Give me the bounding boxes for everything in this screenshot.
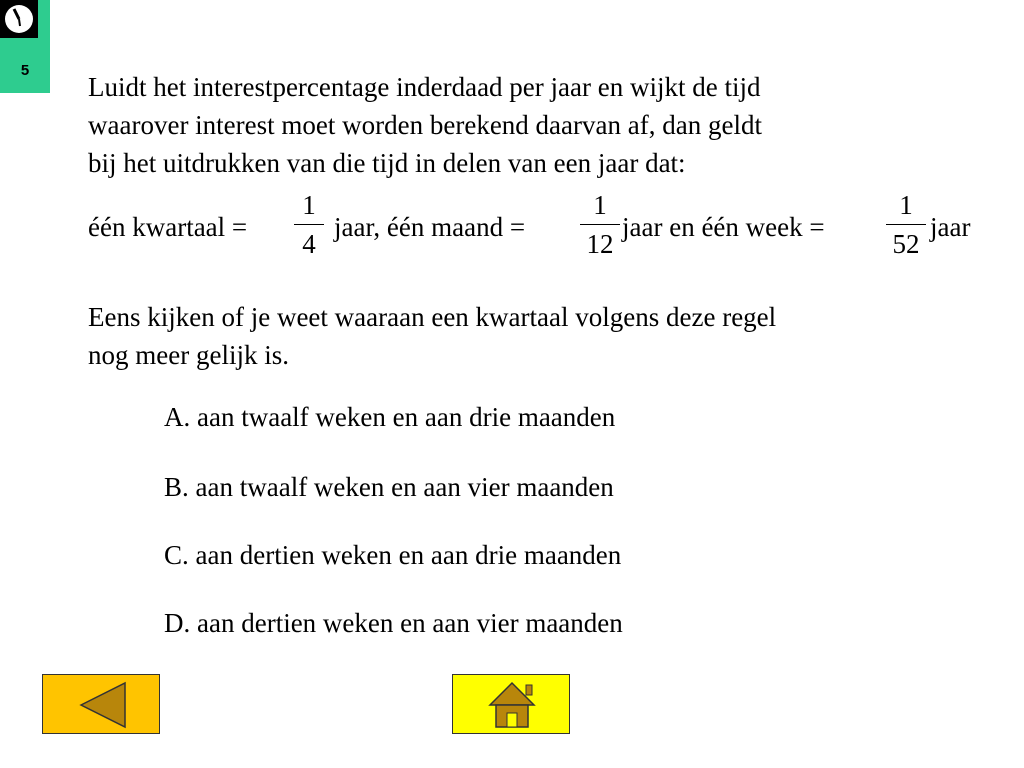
- home-button[interactable]: [452, 674, 570, 734]
- fraction-bar: [886, 224, 926, 225]
- house-icon: [453, 675, 571, 735]
- triangle-left-icon: [43, 675, 161, 735]
- quarter-label: één kwartaal =: [88, 212, 248, 242]
- quarter-fraction: [294, 190, 324, 259]
- fraction-denominator: 4: [302, 229, 316, 259]
- question-line: waarover interest moet worden berekend daarvan af, dan geldt: [88, 110, 762, 140]
- prompt-line: Eens kijken of je weet waaraan een kwartaal volgens deze regel: [88, 302, 777, 332]
- fraction-bar: [294, 224, 324, 225]
- question-text: [88, 68, 762, 182]
- answer-option-a[interactable]: A. aan twaalf weken en aan drie maanden: [164, 402, 616, 432]
- question-line: Luidt het interestpercentage inderdaad per jaar en wijkt de tijd: [88, 72, 761, 102]
- slide-number: 5: [20, 62, 30, 79]
- clock-icon: [0, 0, 38, 38]
- back-button[interactable]: [42, 674, 160, 734]
- week-label: jaar en één week =: [622, 212, 825, 242]
- fraction-bar: [580, 224, 620, 225]
- fraction-denominator: 12: [586, 229, 614, 259]
- fraction-numerator: 1: [302, 190, 316, 220]
- prompt-line: nog meer gelijk is.: [88, 340, 289, 370]
- year-label: jaar: [930, 212, 971, 242]
- slide-badge: [0, 0, 50, 93]
- answer-option-c[interactable]: C. aan dertien weken en aan drie maanden: [164, 540, 622, 570]
- fraction-numerator: 1: [899, 190, 913, 220]
- fraction-numerator: 1: [593, 190, 607, 220]
- answer-option-b[interactable]: B. aan twaalf weken en aan vier maanden: [164, 472, 614, 502]
- month-fraction: [580, 190, 620, 259]
- week-fraction: [886, 190, 926, 259]
- fraction-denominator: 52: [892, 229, 920, 259]
- question-line: bij het uitdrukken van die tijd in delen van een jaar dat:: [88, 148, 686, 178]
- prompt-text: [88, 298, 776, 374]
- month-label: jaar, één maand =: [334, 212, 526, 242]
- answer-option-d[interactable]: D. aan dertien weken en aan vier maanden: [164, 608, 623, 638]
